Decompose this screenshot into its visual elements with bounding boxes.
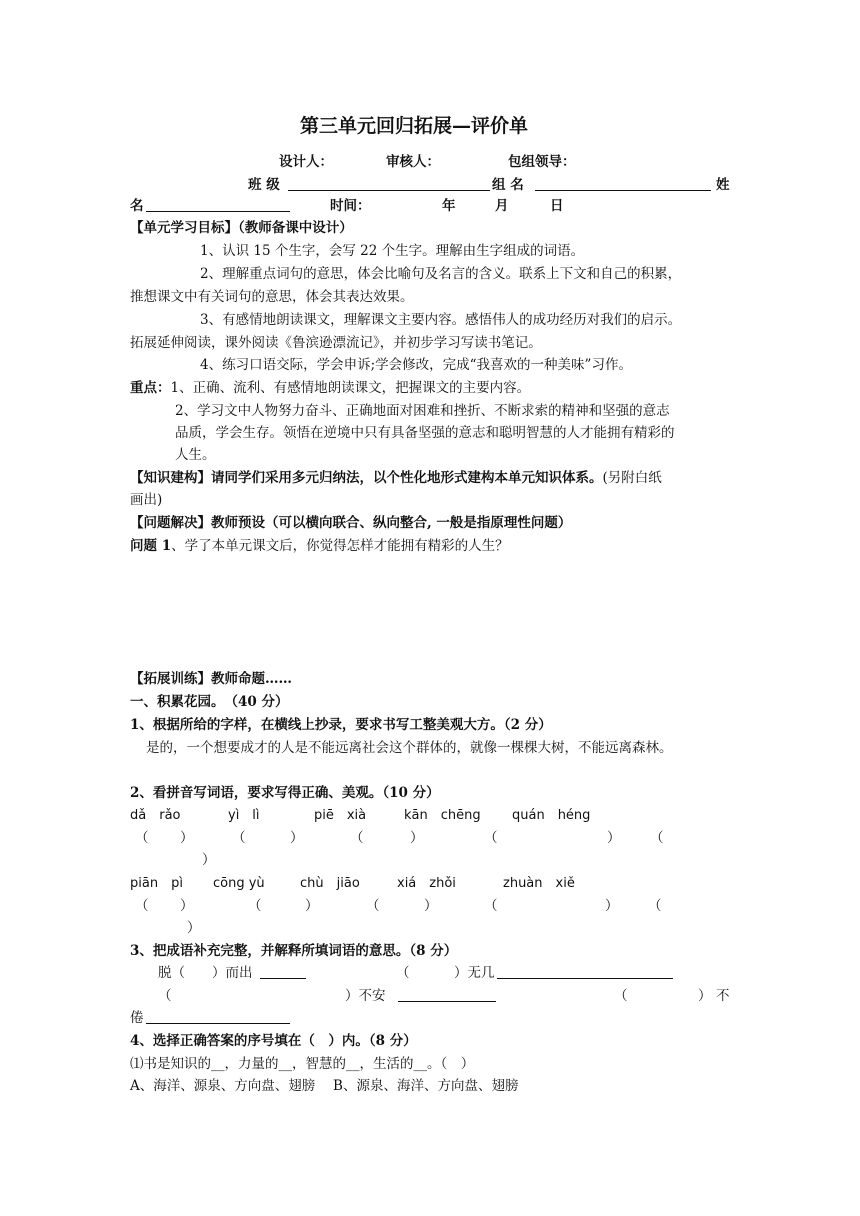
answer-box-close: ） bbox=[410, 830, 424, 846]
answer-box-close: ） bbox=[607, 830, 621, 846]
goal-3-line2: 拓展延伸阅读，课外阅读《鲁滨逊漂流记》，并初步学习写读书笔记。 bbox=[130, 335, 542, 351]
answer-box-open[interactable]: （ bbox=[135, 830, 149, 846]
key-point-2-line3: 人生。 bbox=[175, 447, 216, 463]
pinyin-item: piān pì bbox=[130, 876, 183, 891]
page-title: 第三单元回归拓展—评价单 bbox=[300, 115, 529, 137]
idiom-4-close: ） bbox=[698, 988, 712, 1004]
name-label-part1: 姓 bbox=[716, 177, 730, 193]
problem-heading-bold: 【问题解决】教师预设 bbox=[130, 515, 265, 531]
name-blank[interactable] bbox=[146, 196, 290, 218]
goal-1: 1、认识 15 个生字，会写 22 个生字。理解由生字组成的词语。 bbox=[200, 243, 585, 259]
idiom-3-open[interactable]: （ bbox=[158, 988, 172, 1004]
key-point-1-text: 1、正确、流利、有感情地朗读课文，把握课文的主要内容。 bbox=[170, 380, 531, 396]
pinyin-item: dǎ rǎo bbox=[130, 808, 181, 823]
idiom-1-text: 脱（ ）而出 bbox=[158, 965, 253, 981]
goals-heading bbox=[130, 218, 353, 238]
key-point-1 bbox=[130, 378, 530, 398]
pinyin-item: cōng yù bbox=[213, 876, 265, 891]
answer-box-open[interactable]: （ bbox=[366, 898, 380, 914]
answer-box-open[interactable]: （ bbox=[484, 898, 498, 914]
q3-instruction: 3、把成语补充完整，并解释所填词语的意思。（8 分） bbox=[130, 943, 458, 959]
class-label: 班 级 bbox=[248, 177, 280, 193]
goal-3-line1: 3、有感情地朗读课文，理解课文主要内容。感悟伟人的成功经历对我们的启示。 bbox=[200, 312, 682, 328]
day-label: 日 bbox=[550, 198, 564, 214]
goal-2-line1: 2、理解重点词句的意思，体会比喻句及名言的含义。联系上下文和自己的积累， bbox=[200, 266, 682, 282]
knowledge-line2: 画出) bbox=[130, 492, 163, 508]
problem-heading-note: （可以横向联合、纵向整合, 一般是指原理性问题） bbox=[265, 515, 572, 531]
knowledge-line1 bbox=[130, 468, 662, 488]
group-label: 组 名 bbox=[492, 177, 524, 193]
pinyin-item: piē xià bbox=[314, 808, 367, 823]
group-blank[interactable] bbox=[535, 175, 711, 197]
key-point-2-line2: 品质，学会生存。领悟在逆境中只有具备坚强的意志和聪明智慧的人才能拥有精彩的 bbox=[175, 425, 675, 441]
goal-2-line2: 推想课文中有关词句的意思，体会其表达效果。 bbox=[130, 289, 414, 305]
answer-box-open[interactable]: （ bbox=[248, 898, 262, 914]
pinyin-item: xiá zhǒi bbox=[397, 876, 456, 891]
q1-sample-text: 是的，一个想要成才的人是不能远离社会这个群体的，就像一棵棵大树，不能远离森林。 bbox=[146, 740, 673, 756]
answer-box-close: ） bbox=[290, 830, 304, 846]
problem-heading bbox=[130, 513, 571, 533]
idiom-3-blank[interactable] bbox=[398, 986, 496, 1008]
question-1-label: 问题 1 bbox=[130, 538, 172, 554]
answer-box-close: ） bbox=[180, 898, 194, 914]
knowledge-instruction: 【知识建构】请同学们采用多元归纳法，以个性化地形式建构本单元知识体系。 bbox=[130, 470, 603, 486]
problem-question-1 bbox=[130, 536, 509, 556]
idiom-4-text-part2: 倦 bbox=[130, 1010, 144, 1026]
answer-box-close: ） bbox=[180, 830, 194, 846]
idiom-4-blank[interactable] bbox=[146, 1008, 290, 1030]
answer-box-close: ） bbox=[305, 898, 319, 914]
q1-instruction: 1、根据所给的字样，在横线上抄录，要求书写工整美观大方。（2 分） bbox=[130, 717, 552, 733]
designer-label: 设计人： bbox=[279, 154, 333, 170]
reviewer-label: 审核人： bbox=[386, 154, 440, 170]
leader-label: 包组领导： bbox=[508, 154, 576, 170]
pinyin-item: zhuàn xiě bbox=[503, 876, 575, 891]
month-label: 月 bbox=[495, 198, 509, 214]
answer-box-open[interactable]: （ bbox=[484, 830, 498, 846]
idiom-2-text: ）无几 bbox=[454, 965, 495, 981]
answer-box-open[interactable]: （ bbox=[232, 830, 246, 846]
answer-box-open[interactable]: （ bbox=[135, 898, 149, 914]
answer-box-close: ） bbox=[605, 898, 619, 914]
idiom-2-blank[interactable] bbox=[497, 963, 673, 985]
idiom-4-text-part1: 不 bbox=[716, 988, 730, 1004]
answer-box-open[interactable]: （ bbox=[648, 898, 662, 914]
name-label-part2: 名 bbox=[130, 198, 144, 214]
part-1-heading: 一、积累花园。 （40 分） bbox=[130, 694, 289, 710]
answer-box-open[interactable]: （ bbox=[350, 830, 364, 846]
goal-4: 4、练习口语交际，学会申诉;学会修改，完成“我喜欢的一种美味”习作。 bbox=[200, 357, 632, 373]
pinyin-item: yì lì bbox=[228, 808, 260, 823]
pinyin-item: quán héng bbox=[512, 808, 591, 823]
answer-box-close: ） bbox=[424, 898, 438, 914]
time-label: 时间： bbox=[330, 198, 371, 214]
class-blank[interactable] bbox=[288, 175, 490, 197]
pinyin-item: kān chēng bbox=[404, 808, 481, 823]
idiom-4-open[interactable]: （ bbox=[614, 988, 628, 1004]
q4-instruction: 4、选择正确答案的序号填在（ ）内。（8 分） bbox=[130, 1033, 417, 1049]
q4-item-1: ⑴书是知识的__，力量的__，智慧的__，生活的__。（ ） bbox=[130, 1056, 475, 1072]
q4-options: A、海洋、源泉、方向盘、翅膀 B、源泉、海洋、方向盘、翅膀 bbox=[130, 1078, 519, 1094]
answer-box-open[interactable]: （ bbox=[650, 830, 664, 846]
knowledge-note: (另附白纸 bbox=[602, 470, 662, 486]
pinyin-item: chù jiāo bbox=[300, 876, 360, 891]
key-point-2-line1: 2、学习文中人物努力奋斗、正确地面对困难和挫折、不断求索的精神和坚强的意志 bbox=[175, 403, 670, 419]
question-1-text: 、学了本单元课文后，你觉得怎样才能拥有精彩的人生？ bbox=[171, 538, 509, 554]
goals-heading-bracket: 【单元学习目标】 bbox=[130, 220, 238, 236]
idiom-3-text: ）不安 bbox=[345, 988, 386, 1004]
answer-box-close: ） bbox=[187, 920, 201, 936]
goals-heading-note: （教师备课中设计） bbox=[238, 220, 353, 236]
training-heading: 【拓展训练】教师命题…… bbox=[130, 671, 292, 687]
idiom-1-blank[interactable] bbox=[260, 963, 306, 985]
year-label: 年 bbox=[442, 198, 456, 214]
q2-instruction: 2、看拼音写词语，要求写得正确、美观。（10 分） bbox=[130, 785, 440, 801]
key-label: 重点： bbox=[130, 380, 171, 396]
idiom-2-open[interactable]: （ bbox=[396, 965, 410, 981]
answer-box-close: ） bbox=[202, 852, 216, 868]
